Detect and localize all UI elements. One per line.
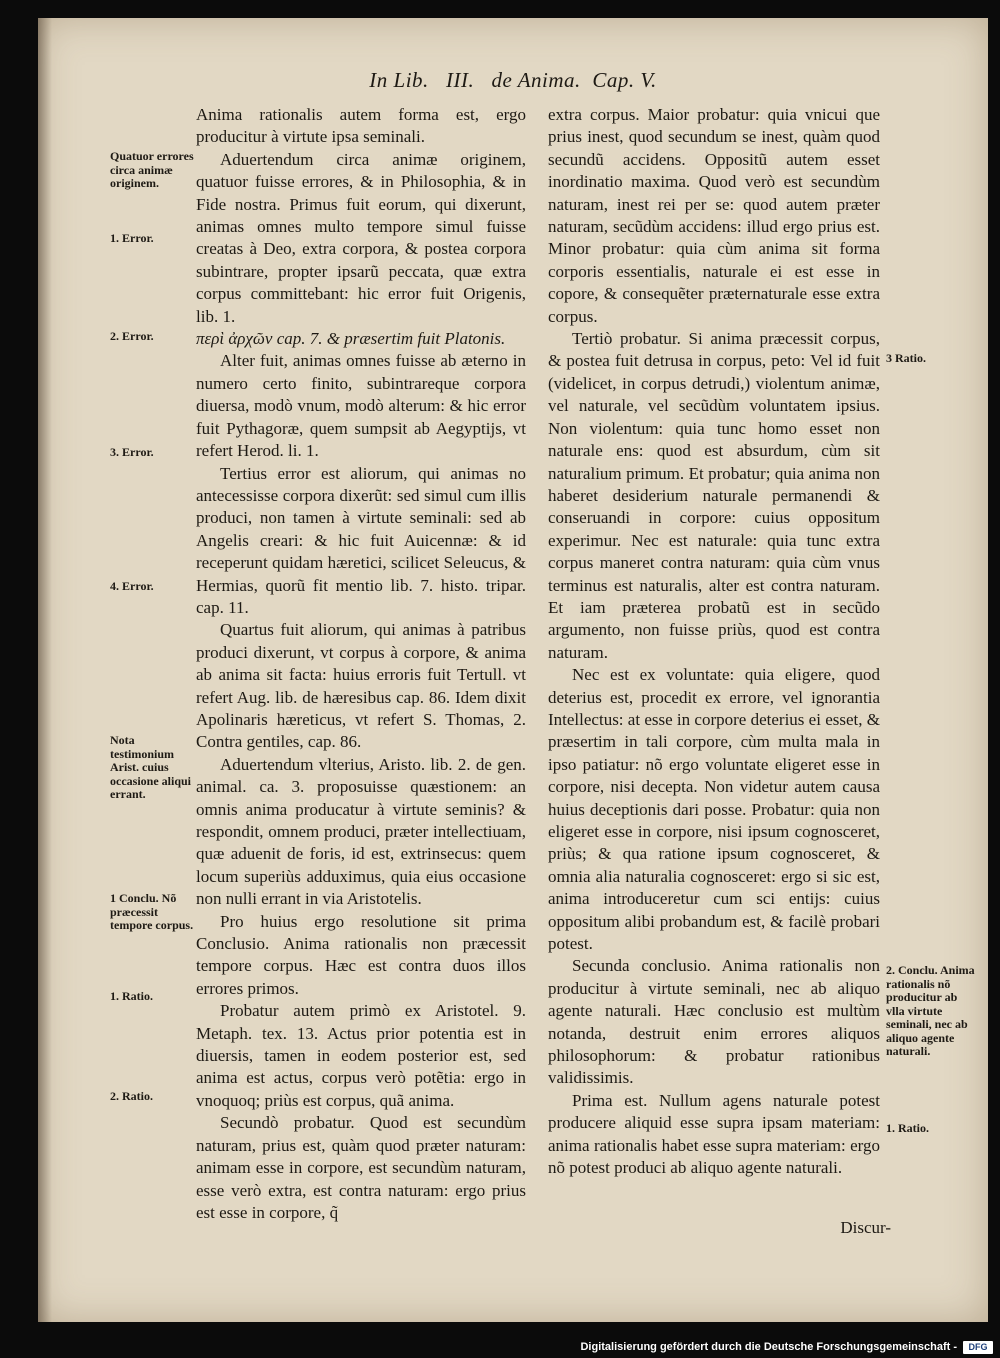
paragraph: Alter fuit, animas omnes fuisse ab æterno in numero certo finito, subintrareque corpora diuersa, modò vnum, modò alterum: & hic error fuit Pythagoræ, quem sumpsit ab Aegyptijs, vt refert Herod. li. 1.	[196, 351, 526, 461]
text-column-left	[196, 104, 526, 1224]
margin-note-ratio-3: 3 Ratio.	[886, 351, 926, 365]
margin-note-ratio-1-right: 1. Ratio.	[886, 1121, 929, 1135]
paragraph: extra corpus. Maior probatur: quia vnicui que prius inest, quod secundum se inest, quàm quod secundũ accidens. Oppositũ autem esset inordinatio maxima. Quod verò est secundùm naturam, inest rei per se: quod autem præter naturam, secũdùm accidens: illud ergo prius est. Minor probatur: quia cùm anima sit forma corporis essentialis, naturale ei est esse in copore, & consequẽter præternaturale esse extra corpus.	[548, 105, 880, 326]
paragraph: Aduertendum vlterius, Aristo. lib. 2. de gen. animal. ca. 3. proposuisse quæstionem: an omnis anima producatur à virtute seminis? & respondit, omnem produci, præter intellectiuam, quæ aduenit de foris, id est, extrinsecus: quem locum superiùs adduximus, quia eius occasione non nulli errant in via Aristotelis.	[196, 754, 526, 909]
paragraph: Nec est ex voluntate: quia eligere, quod deterius est, procedit ex errore, vel ignorantia Intellectus: at esse in corpore deterius ei esset, & præsertim in tali corpore, cùm multa mala in ipso patiatur: nõ ergo voluntate eligeret esse in corpore, nisi decepta. Non videtur autem causa huius deceptionis dari posse. Probatur: quia non eligeret esse in corpore, nisi ipsum cognosceret, priùs; & qua ratione ipsum cognosceret, & omnia alia naturalia cognosceret: ergo si sic est, anima introduceretur cum sci entijs: cuius oppositum alibi probandum est, & facilè probari potest.	[548, 665, 880, 954]
paragraph: Prima est. Nullum agens naturale potest producere aliquid esse supra ipsam materiam: anima rationalis habet esse supra materiam: ergo nõ potest produci ab aliquo agente naturali.	[548, 1090, 880, 1178]
margin-note-ratio-2: 2. Ratio.	[110, 1089, 153, 1103]
paragraph: Tertius error est aliorum, qui animas no antecessisse corpora dixerũt: sed simul cum illis produci, non tamen à virtute seminali: sed ab Angelis creari: & hic fuit Auicennæ: & id receperunt quidam hæretici, scilicet Seleucus, & Hermias, quorũ fit mentio lib. 7. histo. tripar. cap. 11.	[196, 463, 526, 617]
margin-note-nota-testimonium: Nota testimonium Arist. cuius occasione aliqui errant.	[110, 733, 192, 801]
book-page	[38, 18, 988, 1322]
paragraph: Tertiò probatur. Si anima præcessit corpus, & postea fuit detrusa in corpus, peto: Vel id fuit (videlicet, in corpus detrudi,) violentum animæ, vel naturale, vel secũdùm voluntatem ipsius. Non violentum: quia tunc homo esset non naturale ens: quod est absurdum, cùm sit naturalium primum. Et probatur; quia anima non haberet desiderium naturale permanendi & conseruandi in corpore: cuius oppositum experimur. Nec est naturale: quia tunc extra corpus maneret contra naturam: quia cùm vnus terminus est naturalis, alter est contra naturam. Et iam præterea probatũ est in secũdo argumento, non fuisse priùs, quod est contra naturam.	[548, 329, 880, 662]
paragraph: Anima rationalis autem forma est, ergo producitur à virtute ipsa seminali.	[196, 105, 526, 147]
margin-note-conclusio-1: 1 Conclu. Nõ præcessit tempore corpus.	[110, 891, 194, 932]
text-column-right	[548, 104, 880, 1180]
margin-note-error-2: 2. Error.	[110, 329, 154, 343]
header-part-3: de Anima.	[491, 68, 581, 92]
margin-note-error-4: 4. Error.	[110, 579, 154, 593]
header-part-4: Cap. V.	[592, 68, 657, 92]
catchword: Discur-	[840, 1218, 891, 1237]
greek-citation: περὶ ἀρχῶν cap. 7. & præsertim fuit Platonis.	[196, 329, 506, 349]
margin-note-ratio-1: 1. Ratio.	[110, 989, 153, 1003]
paragraph: Secundò probatur. Quod est secundùm naturam, prius est, quàm quod præter naturam: animam esse in corpore, est secundùm naturam, esse verò extra, est contra naturam: ergo prius est esse in corpore, q̃	[196, 1113, 526, 1222]
margin-note-quatuor-errores: Quatuor errores circa animæ originem.	[110, 149, 194, 190]
paragraph: Pro huius ergo resolutione sit prima Conclusio. Anima rationalis non præcessit tempore corpus. Hæc est contra duos illos errores primos.	[196, 911, 526, 998]
dfg-logo-icon: DFG	[963, 1341, 993, 1354]
paragraph: Aduertendum circa animæ originem, quatuor fuisse errores, & in Philosophia, & in Fide nostra. Primus fuit eorum, qui dixerunt, animas omnes multo tempore simul fuisse creatas à Deo, extra corpora, & postea corpora subintrare, propter ipsarũ peccata, quæ extra corpus committebant: hic error fuit Origenis, lib. 1.	[196, 149, 526, 326]
margin-note-error-1: 1. Error.	[110, 231, 154, 245]
running-header	[38, 68, 988, 93]
digitization-footer	[0, 1338, 993, 1356]
paragraph: Quartus fuit aliorum, qui animas à patribus produci dixerunt, vt corpus à corpore, & anima ab anima sit facta: huius erroris fuit Tertull. vt refert Aug. lib. de hæresibus cap. 86. Idem dixit Apolinaris hæreticus, vt refert S. Thomas, 2. Contra gentiles, cap. 86.	[196, 620, 526, 752]
margin-note-error-3: 3. Error.	[110, 445, 154, 459]
paragraph: Probatur autem primò ex Aristotel. 9. Metaph. tex. 13. Actus prior potentia est in diuersis, tamen in eodem posterior est, sed anima est actus, corpus verò potẽtia: ergo in vnoquoq; priùs est corpus, quã anima.	[196, 1001, 526, 1110]
margin-note-conclusio-2: 2. Conclu. Anima rationalis nõ producitur ab vlla virtute seminali, nec ab aliquo agente naturali.	[886, 963, 975, 1058]
paragraph: Secunda conclusio. Anima rationalis non producitur à virtute seminali, nec ab aliquo agente naturali. Hæc conclusio est multùm notanda, destruit enim errores aliquos philosophorum: & probatur rationibus validissimis.	[548, 956, 880, 1088]
header-part-2: III.	[446, 68, 475, 92]
header-part-1: In Lib.	[369, 68, 429, 92]
footer-text: Digitalisierung gefördert durch die Deutsche Forschungsgemeinschaft -	[580, 1341, 957, 1353]
